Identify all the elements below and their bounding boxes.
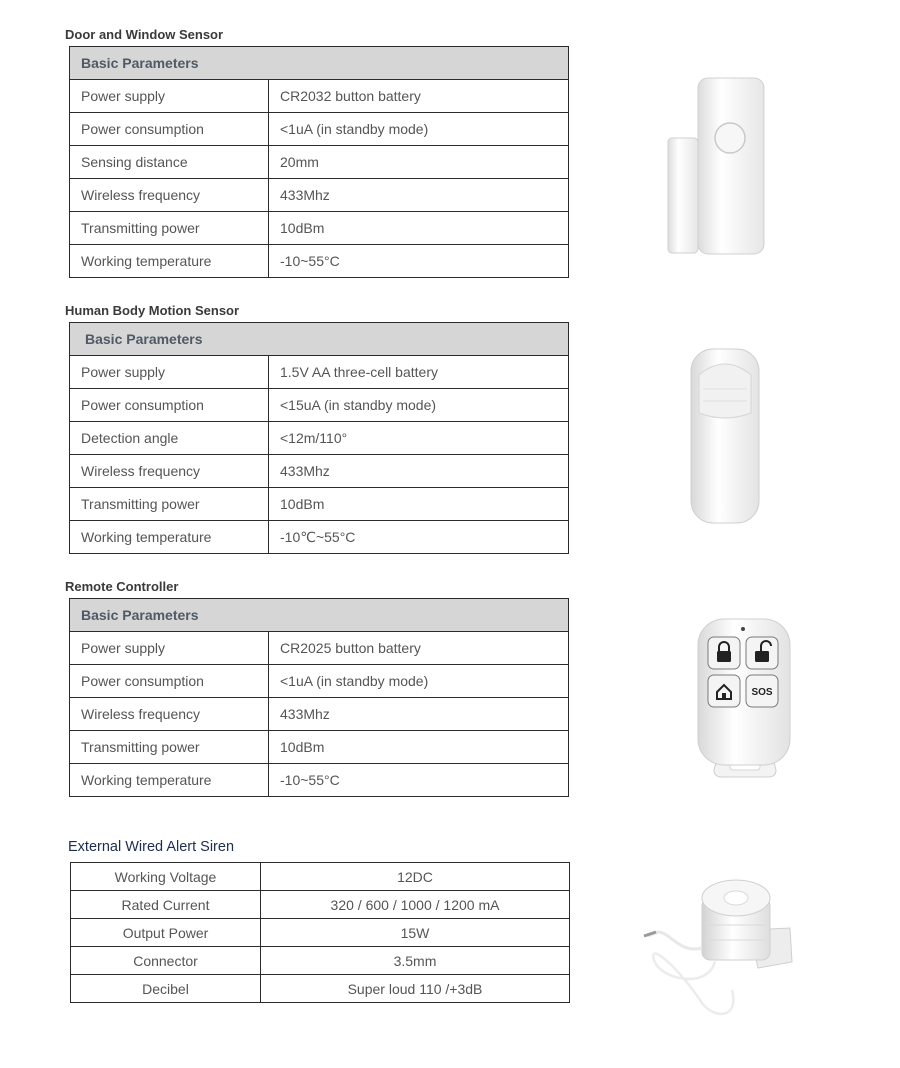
siren-image [640,870,800,1030]
table-row: Working temperature -10℃~55°C [70,521,569,554]
motion-sensor-image [685,345,765,530]
table-row: Power supply CR2025 button battery [70,632,569,665]
siren-spec-table [70,862,570,1003]
motion-sensor-spec-table [69,322,569,554]
table-row: Output Power 15W [71,919,570,947]
remote-controller-spec-table [69,598,569,797]
table-row: Detection angle <12m/110° [70,422,569,455]
table-row: Wireless frequency 433Mhz [70,179,569,212]
table-row: Power consumption <1uA (in standby mode) [70,665,569,698]
table-header: Basic Parameters [70,47,569,80]
table-row: Decibel Super loud 110 /+3dB [71,975,570,1003]
table-row: Power consumption <1uA (in standby mode) [70,113,569,146]
table-row: Wireless frequency 433Mhz [70,455,569,488]
table-row: Power supply 1.5V AA three-cell battery [70,356,569,389]
table-row: Working Voltage 12DC [71,863,570,891]
table-row: Rated Current 320 / 600 / 1000 / 1200 mA [71,891,570,919]
door-window-sensor-image [660,70,770,260]
table-row: Working temperature -10~55°C [70,245,569,278]
section-title-remote-controller: Remote Controller [65,579,179,594]
section-title-siren: External Wired Alert Siren [68,839,235,855]
table-row: Wireless frequency 433Mhz [70,698,569,731]
table-row: Power consumption <15uA (in standby mode) [70,389,569,422]
table-row: Transmitting power 10dBm [70,488,569,521]
sos-label: SOS [751,687,773,698]
table-header: Basic Parameters [70,599,569,632]
remote-controller-image [690,615,800,780]
door-window-spec-table [69,46,569,278]
table-header: Basic Parameters [70,323,569,356]
table-row: Transmitting power 10dBm [70,731,569,764]
table-row: Power supply CR2032 button battery [70,80,569,113]
table-row: Working temperature -10~55°C [70,764,569,797]
section-title-door-window: Door and Window Sensor [65,27,224,42]
table-row: Transmitting power 10dBm [70,212,569,245]
section-title-motion-sensor: Human Body Motion Sensor [65,303,240,318]
table-row: Connector 3.5mm [71,947,570,975]
table-row: Sensing distance 20mm [70,146,569,179]
